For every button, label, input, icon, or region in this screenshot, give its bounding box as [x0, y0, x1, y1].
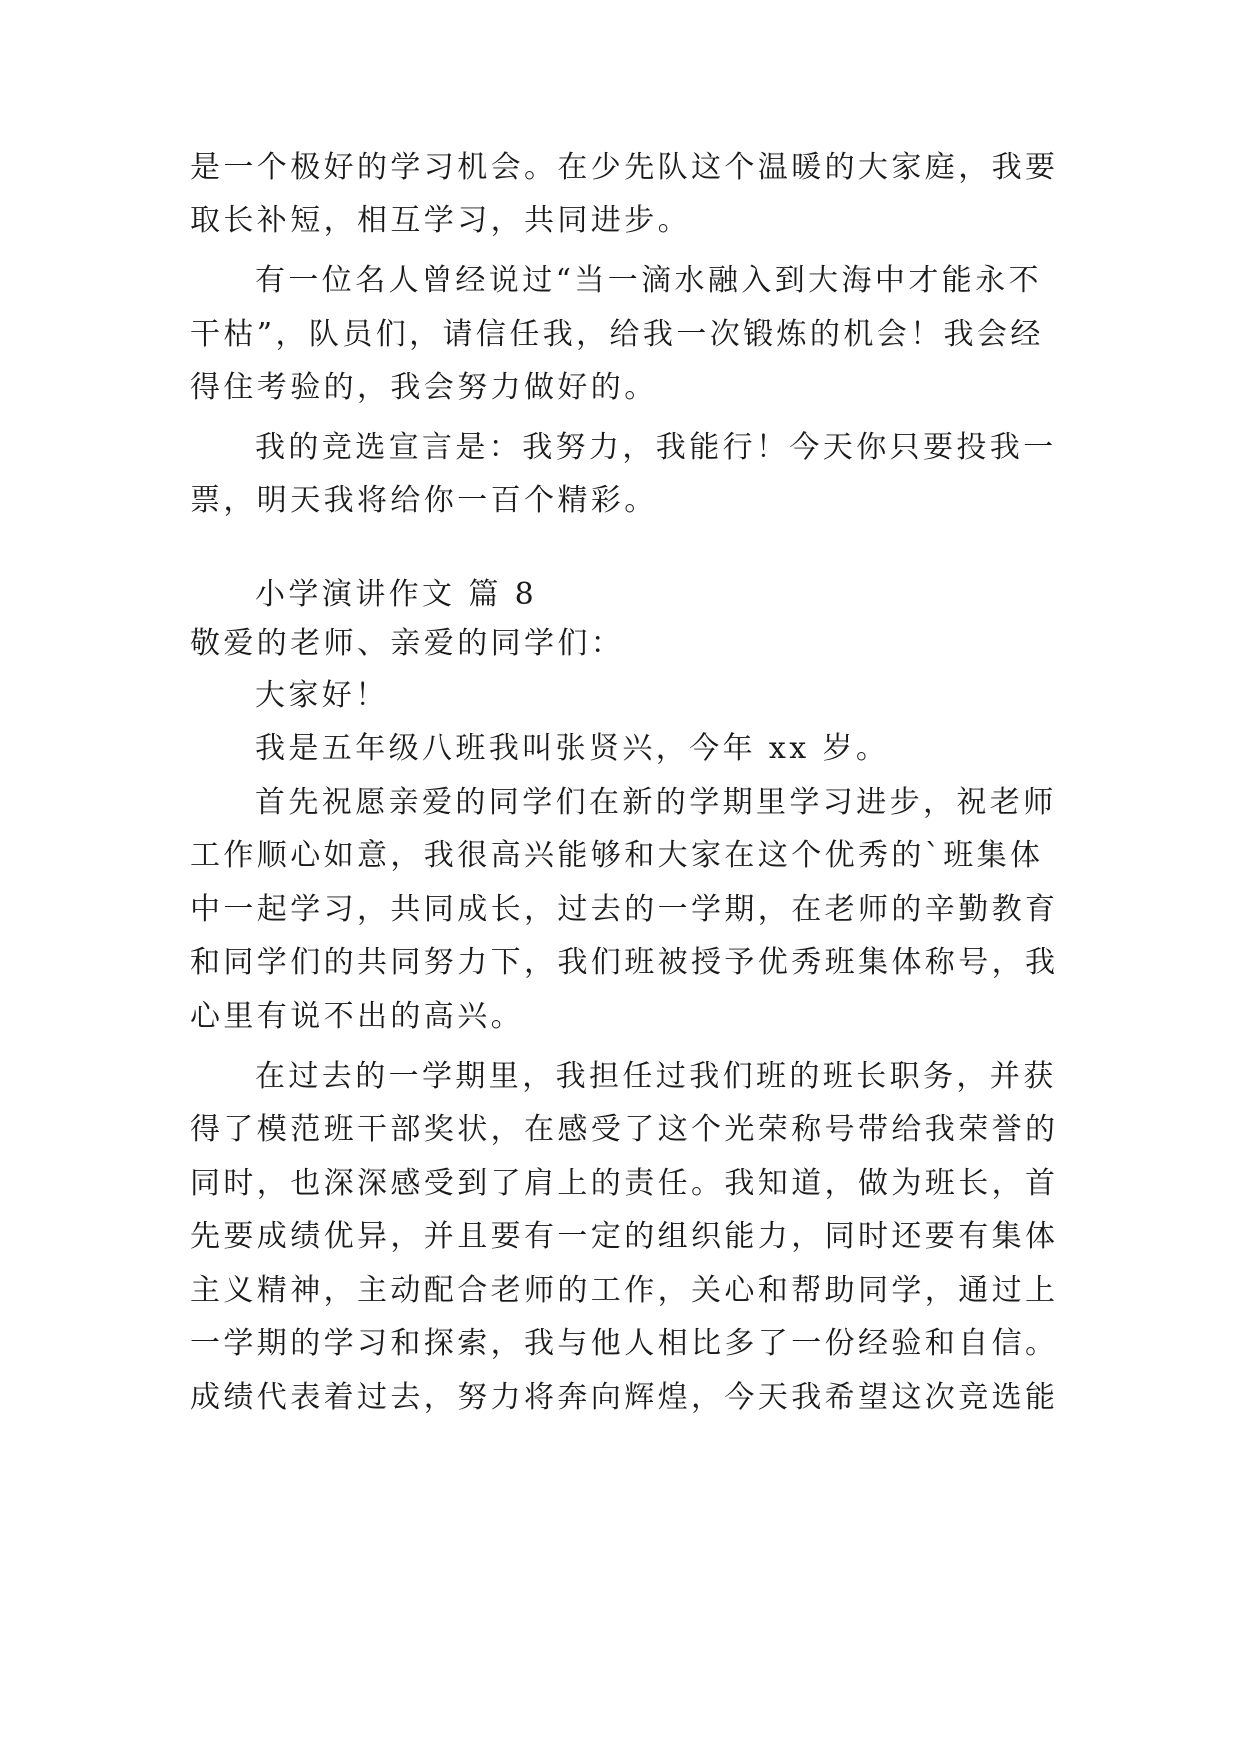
text-line: 得了模范班干部奖状，在感受了这个光荣称号带给我荣誉的 — [190, 1112, 1059, 1147]
text-line: 和同学们的共同努力下，我们班被授予优秀班集体称号，我 — [190, 945, 1059, 980]
text-line: 先要成绩优异，并且要有一定的组织能力，同时还要有集体 — [190, 1219, 1059, 1254]
text-line: 同时，也深深感受到了肩上的责任。我知道，做为班长，首 — [190, 1166, 1059, 1201]
text-line: 成绩代表着过去，努力将奔向辉煌，今天我希望这次竞选能 — [190, 1380, 1059, 1415]
text-line: 有一位名人曾经说过“当一滴水融入到大海中才能永不 — [255, 263, 1042, 298]
text-line: 是一个极好的学习机会。在少先队这个温暖的大家庭，我要 — [190, 150, 1059, 185]
greeting: 大家好！ — [255, 678, 389, 713]
text-line: 主义精神，主动配合老师的工作，关心和帮助同学，通过上 — [190, 1273, 1059, 1308]
text-line: 我的竞选宣言是：我努力，我能行！今天你只要投我一 — [255, 430, 1057, 465]
text-line: 在过去的一学期里，我担任过我们班的班长职务，并获 — [255, 1059, 1057, 1094]
text-line: 一学期的学习和探索，我与他人相比多了一份经验和自信。 — [190, 1326, 1059, 1361]
text-line: 票，明天我将给你一百个精彩。 — [190, 483, 658, 518]
text-line: 我是五年级八班我叫张贤兴，今年 xx 岁。 — [255, 731, 890, 766]
text-line: 干枯”，队员们，请信任我，给我一次锻炼的机会！我会经 — [190, 317, 1044, 352]
section-heading: 小学演讲作文 篇 8 — [255, 577, 538, 612]
text-line: 取长补短，相互学习，共同进步。 — [190, 203, 691, 238]
text-line: 中一起学习，共同成长，过去的一学期，在老师的辛勤教育 — [190, 892, 1059, 927]
text-line: 首先祝愿亲爱的同学们在新的学期里学习进步，祝老师 — [255, 785, 1057, 820]
text-line: 工作顺心如意，我很高兴能够和大家在这个优秀的`班集体 — [190, 838, 1044, 873]
text-line: 心里有说不出的高兴。 — [190, 999, 524, 1034]
salutation: 敬爱的老师、亲爱的同学们： — [190, 626, 625, 661]
text-line: 得住考验的，我会努力做好的。 — [190, 370, 658, 405]
